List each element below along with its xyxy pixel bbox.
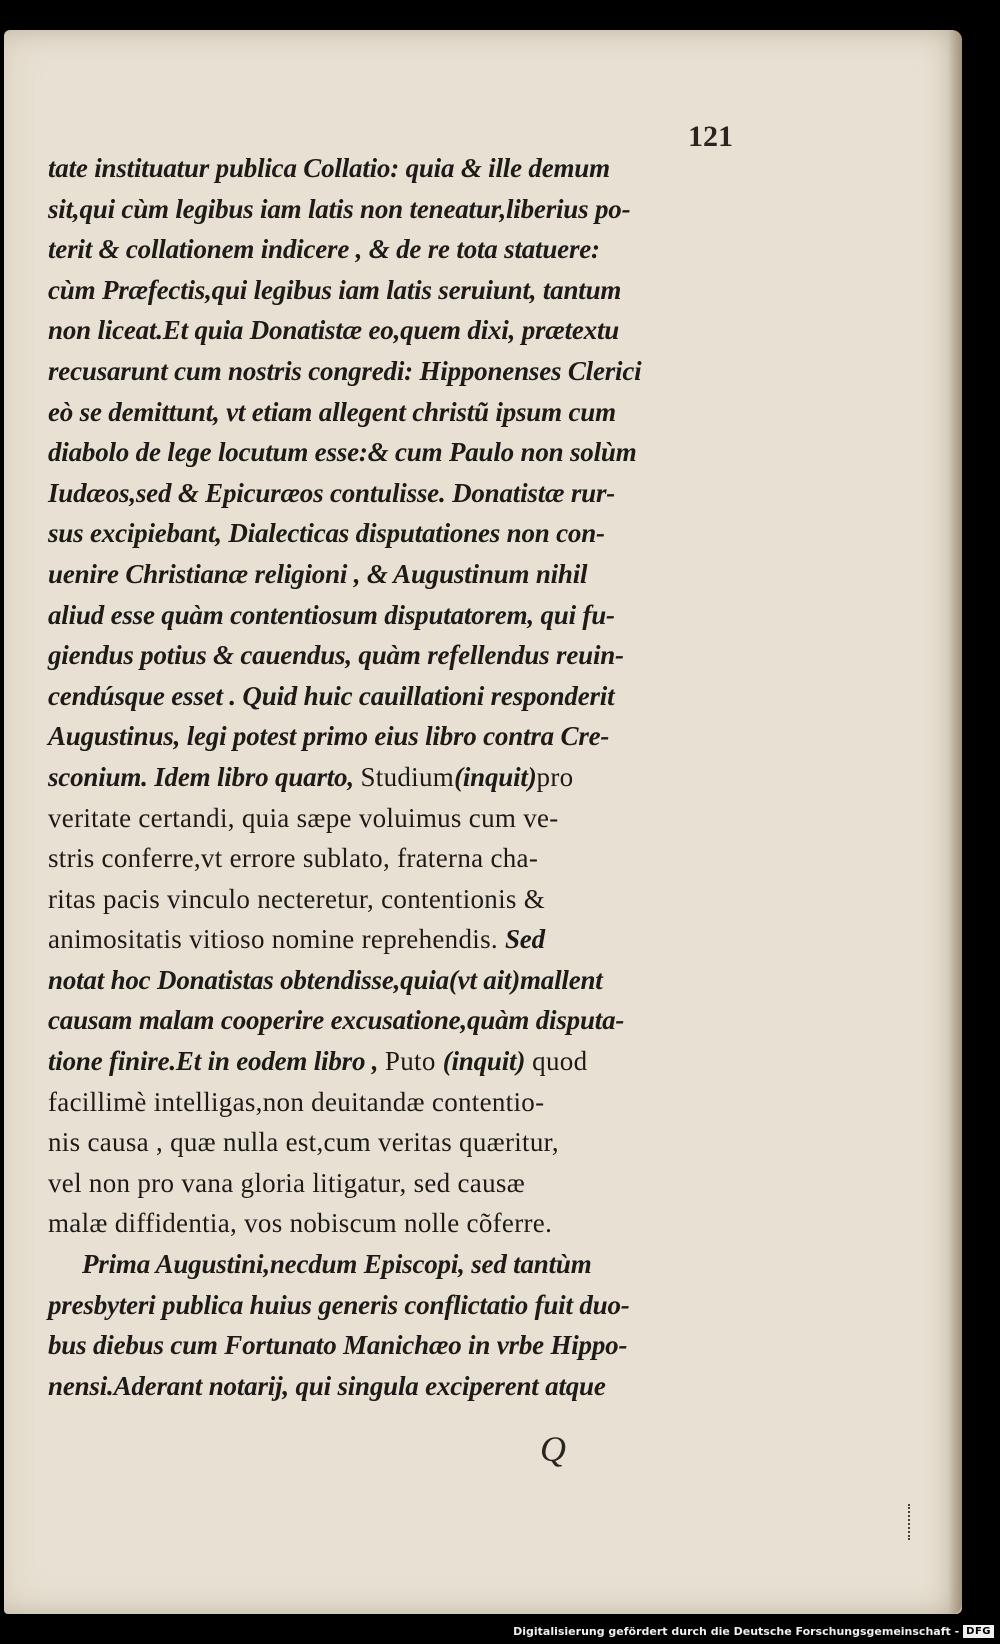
italic-text-segment: eò se demittunt, vt etiam allegent christũ ipsum cum [48, 396, 616, 427]
roman-text-segment: Puto [384, 1046, 443, 1077]
dfg-logo: DFG [963, 1625, 994, 1638]
text-line [48, 148, 738, 189]
italic-text-segment: tione finire.Et in eodem libro , [48, 1046, 385, 1077]
text-line [48, 635, 738, 676]
italic-text-segment: sconium. Idem libro quarto, [48, 761, 361, 792]
italic-text-segment: bus diebus cum Fortunato Manichæo in vrbe Hippo- [48, 1330, 628, 1361]
text-line [48, 513, 738, 554]
roman-text-segment: facillimè intelligas,non deuitandæ contentio- [48, 1086, 545, 1117]
italic-text-segment: terit & collationem indicere , & de re tota statuere: [48, 234, 600, 265]
text-line [48, 189, 738, 230]
roman-text-segment: veritate certandi, quia sæpe voluimus cum ve- [48, 802, 559, 833]
text-line [48, 879, 738, 920]
italic-text-segment: (inquit) [442, 1046, 526, 1077]
text-line [48, 676, 738, 717]
text-line [48, 1163, 738, 1204]
italic-text-segment: cùm Præfectis,qui legibus iam latis seruiunt, tantum [48, 274, 622, 305]
text-line [48, 757, 738, 798]
roman-text-segment: animositatis vitioso nomine reprehendis. [48, 924, 505, 955]
italic-text-segment: presbyteri publica huius generis conflictatio fuit duo- [48, 1289, 630, 1320]
roman-text-segment: nis causa , quæ nulla est,cum veritas quæritur, [48, 1127, 559, 1158]
text-line [48, 716, 738, 757]
text-line [48, 919, 738, 960]
roman-text-segment: quod [525, 1046, 588, 1077]
text-line [48, 798, 738, 839]
italic-text-segment: uenire Christianæ religioni , & Augustinum nihil [48, 558, 588, 589]
text-line [48, 1285, 738, 1326]
italic-text-segment: aliud esse quàm contentiosum disputatorem, qui fu- [48, 599, 615, 630]
text-line [48, 432, 738, 473]
italic-text-segment: tate instituatur publica Collatio: quia & ille demum [48, 153, 610, 183]
page-text-block [48, 148, 738, 1406]
text-line [48, 1000, 738, 1041]
text-line [48, 270, 738, 311]
text-line [48, 1244, 738, 1285]
italic-text-segment: sit,qui cùm legibus iam latis non teneatur,liberius po- [48, 193, 631, 224]
text-line [48, 595, 738, 636]
italic-text-segment: causam malam cooperire excusatione,quàm disputa- [48, 1005, 625, 1036]
text-line [48, 1203, 738, 1244]
roman-text-segment: vel non pro vana gloria litigatur, sed causæ [48, 1167, 525, 1198]
roman-text-segment: pro [536, 761, 574, 792]
text-line [48, 473, 738, 514]
roman-text-segment: ritas pacis vinculo necteretur, contentionis & [48, 883, 546, 914]
text-line [48, 1041, 738, 1082]
text-line [48, 1366, 738, 1407]
text-line [48, 1325, 738, 1366]
text-line [48, 1122, 738, 1163]
italic-text-segment: cendúsque esset . Quid huic cauillationi responderit [48, 680, 615, 711]
roman-text-segment: malæ diffidentia, vos nobiscum nolle cõferre. [48, 1208, 553, 1239]
italic-text-segment: nensi.Aderant notarij, qui singula exciperent atque [48, 1370, 606, 1401]
italic-text-segment: recusarunt cum nostris congredi: Hipponenses Clerici [48, 355, 642, 386]
italic-text-segment: diabolo de lege locutum esse:& cum Paulo non solùm [48, 437, 637, 468]
signature-mark: Q [540, 1429, 566, 1469]
italic-text-segment: (inquit) [454, 761, 537, 792]
italic-text-segment: Sed [504, 924, 545, 955]
roman-text-segment: stris conferre,vt errore sublato, fraterna cha- [48, 843, 539, 874]
text-line [48, 960, 738, 1001]
text-line [48, 1082, 738, 1123]
margin-mark [908, 1504, 914, 1540]
italic-text-segment: Augustinus, legi potest primo eius libro contra Cre- [48, 721, 610, 752]
page-edge-shadow [948, 30, 962, 1614]
book-page [4, 30, 962, 1614]
italic-text-segment: non liceat.Et quia Donatistæ eo,quem dixi, prætextu [48, 315, 620, 346]
text-line [48, 392, 738, 433]
italic-text-segment: Iudæos,sed & Epicuræos contulisse. Donatistæ rur- [48, 477, 616, 508]
text-line [48, 554, 738, 595]
italic-text-segment: giendus potius & cauendus, quàm refellendus reuin- [48, 640, 624, 671]
digitization-footer [513, 1620, 994, 1642]
page-number: 121 [688, 120, 733, 153]
text-line [48, 310, 738, 351]
footer-credit-text: Digitalisierung gefördert durch die Deutsche Forschungsgemeinschaft - [513, 1624, 960, 1638]
italic-text-segment: notat hoc Donatistas obtendisse,quia(vt ait)mallent [48, 964, 603, 995]
text-line [48, 229, 738, 270]
italic-text-segment: sus excipiebant, Dialecticas disputationes non con- [48, 518, 605, 549]
text-line [48, 351, 738, 392]
italic-text-segment: Prima Augustini,necdum Episcopi, sed tantùm [82, 1249, 592, 1280]
roman-text-segment: Studium [360, 761, 455, 792]
text-line [48, 838, 738, 879]
